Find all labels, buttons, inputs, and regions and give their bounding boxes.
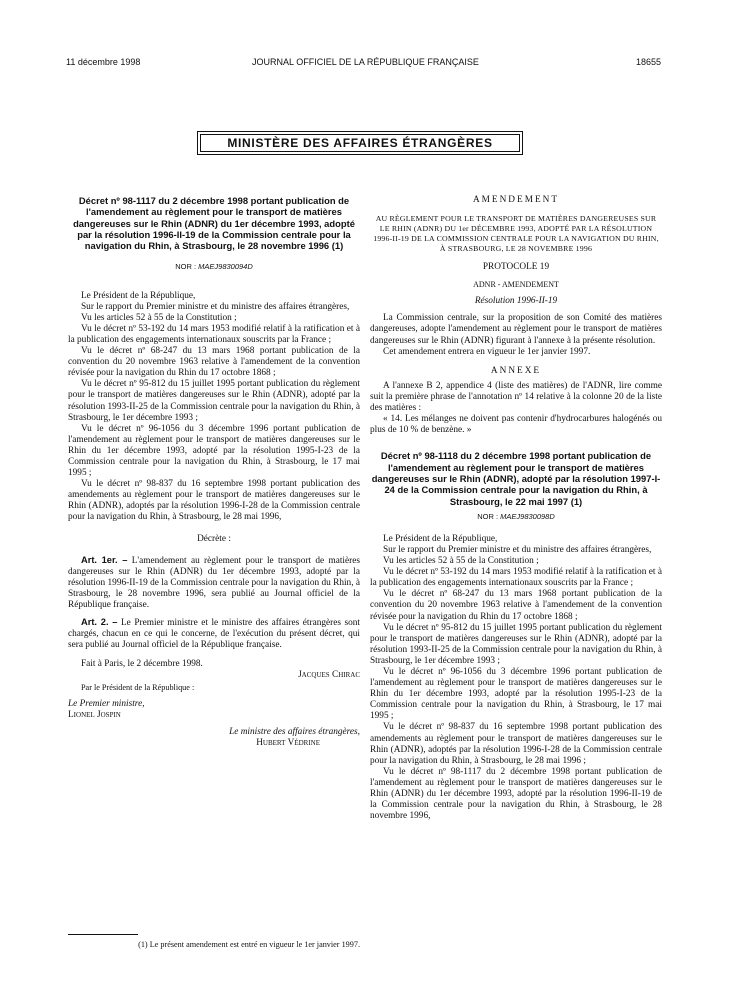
decree2-para: Sur le rapport du Premier ministre et du ministre des affaires étrangères, bbox=[383, 544, 652, 555]
decree2-para: Vu les articles 52 à 55 de la Constitution ; bbox=[383, 556, 539, 567]
art2-text: Le Premier ministre et le ministre des affaires étrangères sont chargés, chacun en ce qui le concerne, de l'exécution du présent décret, qui sera publié au Journal officiel de la République française. bbox=[68, 618, 360, 651]
decree1-para: Vu le décret nº 96-1056 du 3 décembre 1996 portant publication de l'amendement au règlement pour le transport de matières dangereuses sur le Rhin du 1er décembre 1993, adopté par la résolution 1995-I-23 de la Commission centrale pour la navigation du Rhin, à Strasbourg, le 17 mai 1995 ; bbox=[68, 423, 360, 479]
decree2-nor bbox=[370, 511, 662, 522]
decree1-para: Vu le décret nº 98-837 du 16 septembre 1998 portant publication des amendements au règlement pour le transport de matières dangereuses sur le Rhin (ADNR), adoptés par la résolution 1996-I-28 de la Commission centrale pour la navigation du Rhin, à Strasbourg, le 28 mai 1996, bbox=[68, 479, 360, 523]
header-date: 11 décembre 1998 bbox=[66, 57, 141, 67]
decree1-visas bbox=[68, 291, 360, 524]
decree1-nor-label: NOR : bbox=[175, 262, 197, 272]
amendement-p2: Cet amendement entrera en vigueur le 1er janvier 1997. bbox=[383, 346, 591, 357]
ministry-title: MINISTÈRE DES AFFAIRES ÉTRANGÈRES bbox=[227, 136, 493, 150]
decree2-para: Vu le décret nº 53-192 du 14 mars 1953 modifié relatif à la ratification et à la publication des engagements internationaux souscrits par la France ; bbox=[370, 567, 662, 589]
fm-name: Hubert Védrine bbox=[256, 737, 320, 748]
decree1-signatory: Jacques Chirac bbox=[298, 670, 360, 681]
art1-text: L'amendement au règlement pour le transport de matières dangereuses sur le Rhin (ADNR) du 1er décembre 1993, adopté par la résolution 1996-II-19 de la Commission centrale pour la navigation du Rhin, à Strasbourg, le 28 novembre 1996, sera publié au Journal officiel de la République française. bbox=[68, 555, 360, 611]
decree2-title: Décret nº 98-1118 du 2 décembre 1998 portant publication de l'amendement au règlement pour le transport de matières dangereuses sur le Rhin (ADNR), adopté par la résolution 1997-I-24 de la Commission centrale pour la navigation du Rhin, à Strasbourg, le 22 mai 1997 (1) bbox=[371, 450, 661, 507]
decree2-nor-label: NOR : bbox=[477, 511, 499, 521]
decree1-nor-value: MAEJ9830094D bbox=[198, 262, 253, 272]
annexe-heading: ANNEXE bbox=[490, 365, 542, 376]
decree2-para: Vu le décret nº 98-1117 du 2 décembre 1998 portant publication de l'amendement au règlement pour le transport de matières dangereuses sur le Rhin (ADNR) du 1er décembre 1993, adopté par la résolution 1996-II-19 de la Commission centrale pour la navigation du Rhin, à Strasbourg, le 28 novembre 1996, bbox=[370, 766, 662, 822]
amendement-heading: AMENDEMENT bbox=[472, 195, 560, 205]
resolution: Résolution 1996-II-19 bbox=[474, 296, 558, 307]
decree2-para: Vu le décret nº 95-812 du 15 juillet 1995 portant publication du règlement pour le transport de matières dangereuses sur le Rhin (ADNR), adopté par la résolution 1993-II-25 de la Commission centrale pour la navigation du Rhin, à Strasbourg, le 1er décembre 1993 ; bbox=[370, 622, 662, 666]
decree2-para: Le Président de la République, bbox=[383, 533, 498, 544]
decree1-para: Vu le décret nº 95-812 du 15 juillet 1995 portant publication du règlement pour le transport de matières dangereuses sur le Rhin (ADNR), adopté par la résolution 1993-II-25 de la Commission centrale pour la navigation du Rhin, à Strasbourg, le 1er décembre 1993 ; bbox=[68, 379, 360, 423]
amendement-subheading: AU RÈGLEMENT POUR LE TRANSPORT DE MATIÈRES DANGEREUSES SUR LE RHIN (ADNR) DU 1er DÉCEMBRE 1993, ADOPTÉ PAR LA RÉSOLUTION 1996-II-19 DE LA COMMISSION CENTRALE POUR LA NAVIGATION DU RHIN, À STRASBOURG, LE 28 NOVEMBRE 1996 bbox=[373, 214, 659, 254]
decree1-para: Vu le décret nº 68-247 du 13 mars 1968 portant publication de la convention du 20 novembre 1963 relative à l'amendement de la convention révisée pour la navigation du Rhin du 17 octobre 1868 ; bbox=[68, 346, 360, 379]
footnote: (1) Le présent amendement est entré en vigueur le 1er janvier 1997. bbox=[138, 940, 360, 949]
amendement-p1: La Commission centrale, sur la proposition de son Comité des matières dangereuses, adopte l'amendement au règlement pour le transport de matières dangereuses sur le Rhin (ADNR) figurant à l'annexe à la présente résolution. bbox=[370, 313, 662, 346]
art1-label: Art. 1er. – bbox=[81, 554, 128, 565]
right-column bbox=[370, 195, 662, 822]
decree1-article-1 bbox=[68, 555, 360, 611]
art2-label: Art. 2. – bbox=[81, 617, 118, 628]
pm-name: Lionel Jospin bbox=[68, 709, 121, 720]
annexe-p2: « 14. Les mélanges ne doivent pas contenir d'hydrocarbures halogénés ou plus de 10 % de benzène. » bbox=[370, 414, 662, 436]
header-journal-title: JOURNAL OFFICIEL DE LA RÉPUBLIQUE FRANÇAISE bbox=[252, 57, 479, 67]
decree1-nor bbox=[68, 261, 360, 272]
decree1-decrete: Décrète : bbox=[197, 533, 231, 544]
ministry-box bbox=[197, 131, 523, 155]
decree1-para: Vu le décret nº 53-192 du 14 mars 1953 modifié relatif à la ratification et à la publication des engagements internationaux souscrits par la France ; bbox=[68, 323, 360, 345]
decree1-para: Vu les articles 52 à 55 de la Constitution ; bbox=[81, 312, 237, 323]
decree1-para: Le Président de la République, bbox=[81, 290, 196, 301]
decree2-visas bbox=[370, 534, 662, 822]
left-column bbox=[68, 195, 360, 749]
decree1-done-at: Fait à Paris, le 2 décembre 1998. bbox=[81, 659, 203, 670]
decree1-para: Sur le rapport du Premier ministre et du ministre des affaires étrangères, bbox=[81, 301, 350, 312]
fm-title: Le ministre des affaires étrangères, bbox=[229, 726, 360, 737]
by-president: Par le Président de la République : bbox=[81, 682, 195, 692]
decree1-title: Décret nº 98-1117 du 2 décembre 1998 portant publication de l'amendement au règlement pour le transport de matières dangereuses sur le Rhin (ADNR) du 1er décembre 1993, adopté par la résolution 1996-II-19 de la Commission centrale pour la navigation du Rhin, à Strasbourg, le 28 novembre 1996 (1) bbox=[73, 195, 355, 252]
adnr-amendement: ADNR - AMENDEMENT bbox=[473, 280, 559, 290]
annexe-p1: A l'annexe B 2, appendice 4 (liste des matières) de l'ADNR, lire comme suit la première phrase de l'annotation nº 14 relative à la colonne 20 de la liste des matières : bbox=[370, 380, 662, 414]
decree2-para: Vu le décret nº 98-837 du 16 septembre 1998 portant publication des amendements au règlement pour le transport de matières dangereuses sur le Rhin (ADNR), adoptés par la résolution 1996-I-28 de la Commission centrale pour la navigation du Rhin, à Strasbourg, le 28 mai 1996 ; bbox=[370, 722, 662, 766]
decree2-nor-value: MAEJ9830098D bbox=[500, 511, 555, 521]
header-page-number: 18655 bbox=[635, 57, 661, 67]
decree1-article-2 bbox=[68, 617, 360, 651]
protocole: PROTOCOLE 19 bbox=[482, 262, 550, 273]
decree2-para: Vu le décret nº 96-1056 du 3 décembre 1996 portant publication de l'amendement au règlement pour le transport de matières dangereuses sur le Rhin du 1er décembre 1993, adopté par la résolution 1995-I-23 de la Commission centrale pour la navigation du Rhin, à Strasbourg, le 17 mai 1995 ; bbox=[370, 667, 662, 722]
footnote-rule bbox=[68, 934, 138, 935]
decree2-para: Vu le décret nº 68-247 du 13 mars 1968 portant publication de la convention du 20 novembre 1963 relative à l'amendement de la convention révisée pour la navigation du Rhin du 17 octobre 1868 ; bbox=[370, 589, 662, 622]
pm-title: Le Premier ministre, bbox=[68, 698, 145, 709]
